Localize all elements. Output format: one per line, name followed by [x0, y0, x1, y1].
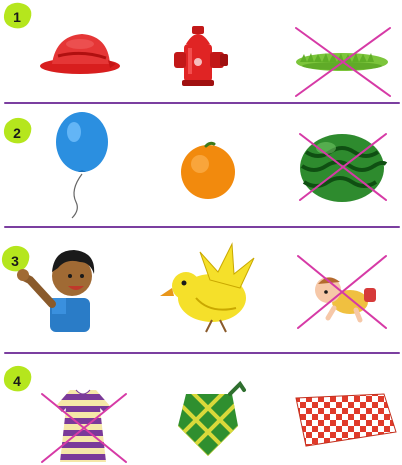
- checkered-cloth-icon: [296, 394, 396, 446]
- row-2: [0, 104, 402, 228]
- number-badge-2: [4, 118, 31, 143]
- number-label-4: 4: [13, 373, 21, 389]
- boy-waving-icon: [17, 250, 94, 332]
- row-4: [0, 354, 402, 465]
- row-3: [0, 228, 402, 354]
- yellow-bird-icon: [160, 244, 254, 332]
- fire-hydrant-icon: [174, 26, 228, 86]
- number-label-3: 3: [11, 253, 19, 269]
- orange-icon: [181, 143, 235, 199]
- row-1: [0, 0, 402, 104]
- hat-icon: [40, 34, 120, 74]
- number-badge-4: [4, 366, 31, 391]
- number-label-1: 1: [13, 9, 21, 25]
- ketupat-icon: [160, 384, 256, 465]
- number-label-2: 2: [13, 125, 21, 141]
- number-badge-3: [2, 246, 29, 271]
- balloon-icon: [56, 112, 108, 218]
- number-badge-1: [4, 3, 31, 29]
